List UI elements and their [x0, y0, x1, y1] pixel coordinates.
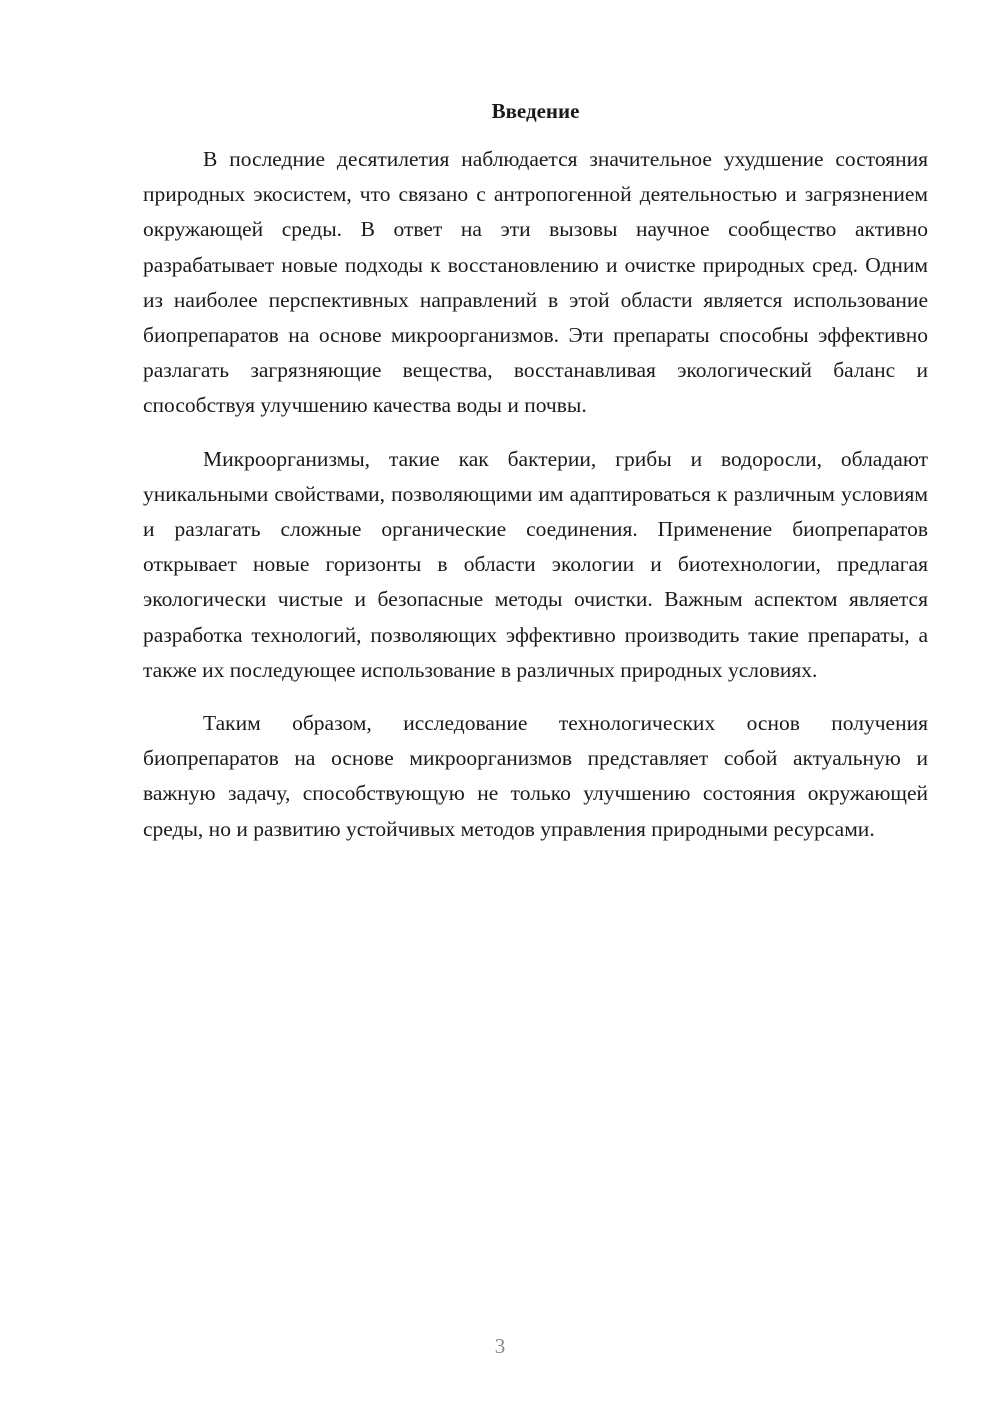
body-text	[143, 142, 928, 865]
page-number: 3	[494, 1334, 506, 1358]
paragraph-intro: В последние десятилетия наблюдается значительное ухудшение состояния природных экосистем, что связано с антропогенной деятельностью и загрязнением окружающей среды. В ответ на эти вызовы научное сообщество активно разрабатывает новые подходы к восстановлению и очистке природных сред. Одним из наиболее перспективных направлений в этой области является использование биопрепаратов на основе микроорганизмов. Эти препараты способны эффективно разлагать загрязняющие вещества, восстанавливая экологический баланс и способствуя улучшению качества воды и почвы.	[143, 147, 928, 418]
section-title: Введение	[491, 99, 580, 123]
paragraph-microorganisms: Микроорганизмы, такие как бактерии, грибы и водоросли, обладают уникальными свойствами, позволяющими им адаптироваться к различным условиям и разлагать сложные органические соединения. Применение биопрепаратов открывает новые горизонты в области экологии и биотехнологии, предлагая экологически чистые и безопасные методы очистки. Важным аспектом является разработка технологий, позволяющих эффективно производить такие препараты, а также их последующее использование в различных природных условиях.	[143, 446, 928, 682]
paragraph-conclusion: Таким образом, исследование технологических основ получения биопрепаратов на основе микроорганизмов представляет собой актуальную и важную задачу, способствующую не только улучшению состояния окружающей среды, но и развитию устойчивых методов управления природными ресурсами.	[143, 711, 928, 841]
